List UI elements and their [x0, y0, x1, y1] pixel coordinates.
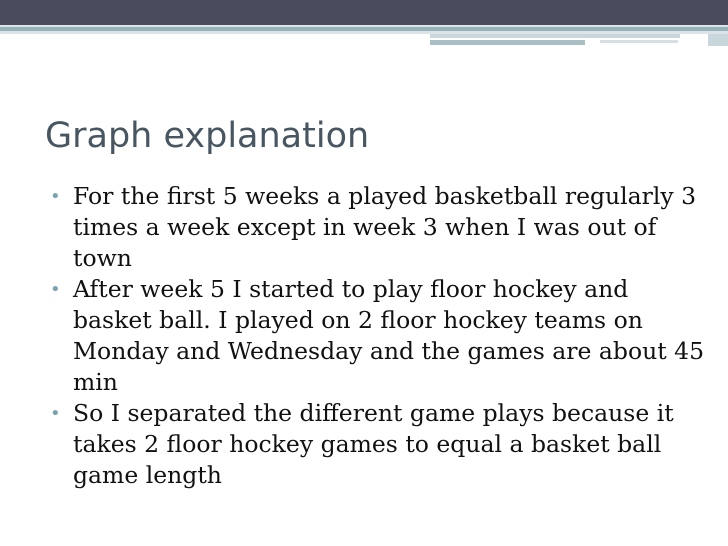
header-accent-line: [430, 34, 680, 38]
bullet-item-2: [50, 274, 710, 398]
header-stripe-accent: [0, 27, 728, 31]
bullet-marker-icon: •: [50, 403, 61, 424]
bullet-list: [50, 181, 710, 491]
bullet-text: For the first 5 weeks a played basketball regularly 3 times a week except in week 3 when I was out of town: [73, 182, 697, 272]
header-accent-line-secondary: [430, 40, 585, 45]
bullet-text: So I separated the different game plays because it takes 2 floor hockey games to equal a basket ball game length: [73, 399, 674, 489]
bullet-marker-icon: •: [50, 186, 61, 207]
bullet-item-1: [50, 181, 710, 274]
bullet-text: After week 5 I started to play floor hockey and basket ball. I played on 2 floor hockey teams on Monday and Wednesday and the games are about 45 min: [73, 275, 705, 396]
bullet-item-3: [50, 398, 710, 491]
header-bar: [0, 0, 728, 25]
slide-title: Graph explanation: [45, 116, 370, 156]
header-accent-line-tertiary: [600, 40, 678, 43]
bullet-marker-icon: •: [50, 279, 61, 300]
header-accent-block: [708, 34, 728, 46]
